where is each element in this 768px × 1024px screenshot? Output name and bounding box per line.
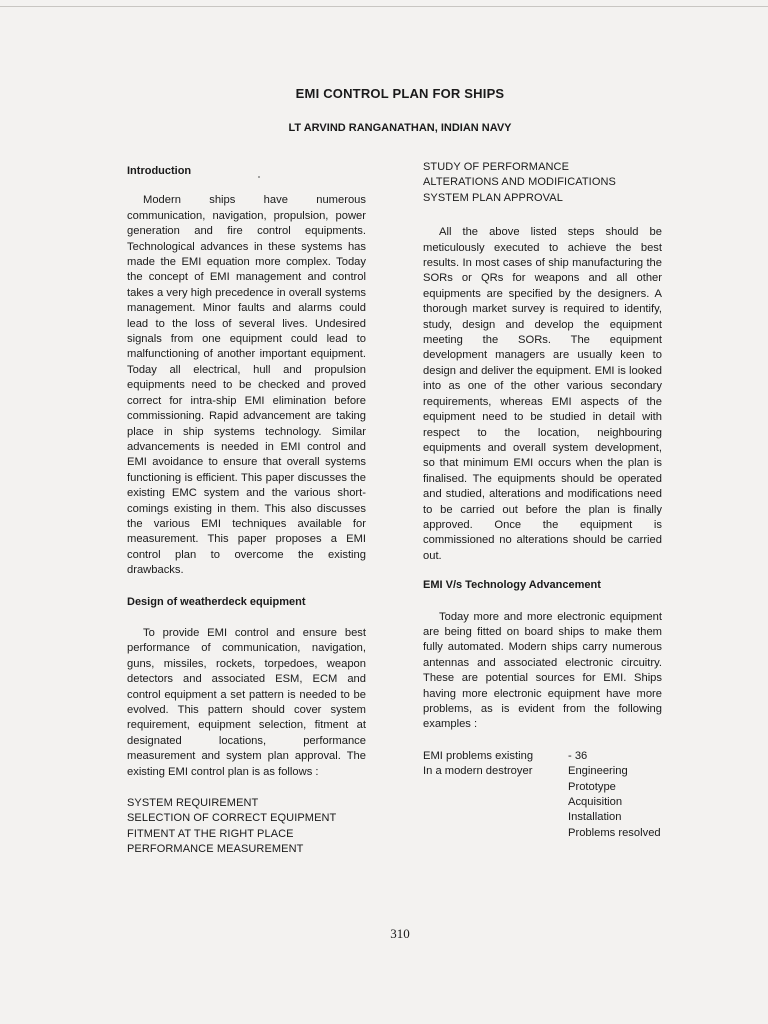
emi-problems-table xyxy=(423,749,662,841)
right-column xyxy=(423,160,662,841)
control-plan-steps-continued xyxy=(423,160,662,206)
problems-value: - 36 xyxy=(568,749,588,762)
page-number: 310 xyxy=(390,926,410,941)
step-item: SYSTEM REQUIREMENT xyxy=(127,797,259,810)
problems-value: Installation xyxy=(568,811,622,824)
step-item: ALTERATIONS AND MODIFICATIONS xyxy=(423,176,616,189)
problems-label: EMI problems existing xyxy=(423,749,534,762)
steps-discussion-paragraph: All the above listed steps should be meticulously executed to achieve the best results. In most cases of ship manufacturing the SORs or QRs for weapons and all other equipments are specified by the designers. A thorough market survey is required to identify, study, design and develop the equipment meeting the SORs. The equipment development managers are usually keen to design and deliver the equipment. EMI is looked into as one of the other various secondary requirements, whereas EMI aspects of the equipment need to be studied in detail with respect to the location, neighbouring equipments and overall system development, so that minimum EMI occurs when the plan is finalised. The equipments should be operated and studied, alterations and modifications need to be carried out before the plan is finally approved. Once the equipment is commissioned no alterations should be carried out. xyxy=(423,226,662,562)
left-column xyxy=(127,164,366,858)
section-heading-introduction: Introduction xyxy=(127,165,192,177)
step-item: SYSTEM PLAN APPROVAL xyxy=(423,191,563,204)
step-item: PERFORMANCE MEASUREMENT xyxy=(127,843,304,856)
paper-author: LT ARVIND RANGANATHAN, INDIAN NAVY xyxy=(288,122,512,134)
step-item: SELECTION OF CORRECT EQUIPMENT xyxy=(127,812,337,825)
introduction-paragraph: Modern ships have numerous communication, navigation, propulsion, power generation and fire control equipments. Technological advances in these systems has made the EMI equation more complex. Today the concept of EMI management and control takes a very high precedence in overall systems management. Minor faults and alarms could lead to the loss of several lives. Undesired signals from one equipment could lead to malfunctioning of another important equipment. Today all electrical, hull and propulsion equipments need to be checked and proved correct for intra-ship EMI elimination before commissioning. Rapid advancement are taking place in ship systems technology. Similar advancements is needed in EMI control and EMI avoidance to ensure that overall systems functioning is efficient. This paper discusses the existing EMC system and the various short-comings existing in them. This also discusses the various EMI techniques available for measurement. This paper proposes a EMI control plan to overcome the existing drawbacks. xyxy=(127,194,366,577)
paper-title: EMI CONTROL PLAN FOR SHIPS xyxy=(295,86,505,101)
technology-paragraph: Today more and more electronic equipment are being fitted on board ships to make them fully automated. Modern ships carry numerous antennas and associated electronic circuitry. These are potential sources for EMI. Ships having more electronic equipment have more problems, as is evident from the following examples : xyxy=(423,610,662,731)
section-heading-design: Design of weatherdeck equipment xyxy=(127,595,306,608)
problems-value: Problems resolved xyxy=(568,826,661,839)
design-paragraph: To provide EMI control and ensure best performance of communication, navigation, guns, missiles, rockets, torpedoes, weapon detectors and associated ESM, ECM and control equipment a set pattern is needed to be evolved. This pattern should cover system requirement, equipment selection, fitment at designated locations, performance measurement and system plan approval. The existing EMI control plan is as follows : xyxy=(127,626,366,778)
control-plan-steps-list xyxy=(127,796,366,858)
problems-value: Acquisition xyxy=(568,796,623,809)
problems-label: In a modern destroyer xyxy=(423,765,533,778)
scan-edge-line xyxy=(0,6,768,7)
problems-value: Engineering xyxy=(568,765,628,778)
section-heading-technology: EMI V/s Technology Advancement xyxy=(423,579,601,592)
problems-value: Prototype xyxy=(568,780,616,793)
step-item: FITMENT AT THE RIGHT PLACE xyxy=(127,827,294,840)
step-item: STUDY OF PERFORMANCE xyxy=(423,161,570,173)
